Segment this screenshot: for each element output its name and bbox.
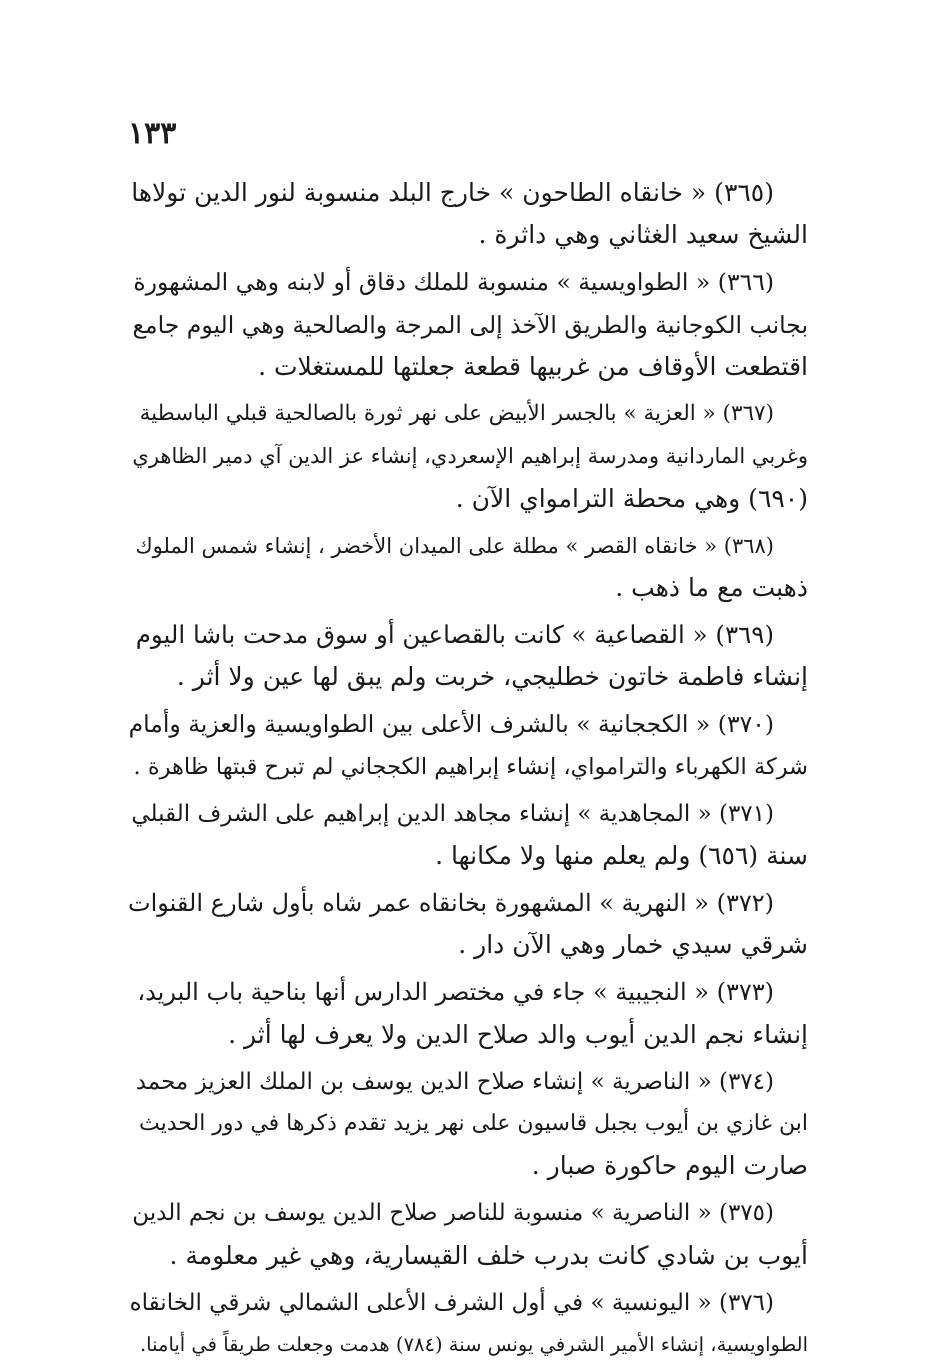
entry-line: إنشاء نجم الدين أيوب والد صلاح الدين ولا يعرف لها أثر .	[228, 1019, 808, 1049]
entry-366	[128, 261, 808, 388]
entry-line: أيوب بن شادي كانت بدرب خلف القيسارية، وهي غير معلومة .	[169, 1240, 808, 1270]
entry-372	[128, 882, 808, 967]
entry-line: الشيخ سعيد الغثاني وهي داثرة .	[478, 220, 808, 250]
entry-369	[128, 614, 808, 699]
entry-365	[128, 172, 808, 257]
entry-line: سنة (٦٥٦) ولم يعلم منها ولا مكانها .	[435, 841, 808, 871]
entry-line: (٣٧٦) « اليونسية » في أول الشرف الأعلى الشمالي شرقي الخانقاه	[129, 1289, 774, 1316]
entry-line: اقتطعت الأوقاف من غربيها قطعة جعلتها للمستغلات .	[258, 352, 808, 382]
entry-375	[128, 1192, 808, 1277]
page-body	[128, 172, 808, 1371]
page-number: ١٣٣	[128, 116, 177, 151]
entry-line: (٣٦٦) « الطواويسية » منسوبة للملك دقاق أو لابنه وهي المشهورة	[133, 268, 774, 297]
entry-line: ابن غازي بن أيوب بجبل قاسيون على نهر يزيد تقدم ذكرها في دور الحديث	[139, 1111, 808, 1137]
entry-368	[128, 525, 808, 610]
entry-line: (٦٩٠) وهي محطة الترامواي الآن .	[455, 483, 808, 513]
entry-376	[128, 1282, 808, 1367]
entry-line: إنشاء فاطمة خاتون خطليجي، خربت ولم يبق لها عين ولا أثر .	[176, 662, 808, 692]
entry-line: (٣٦٨) « خانقاه القصر » مطلة على الميدان الأخضر ، إنشاء شمس الملوك	[135, 533, 774, 558]
entry-line: (٣٦٧) « العزية » بالجسر الأبيض على نهر ثورة بالصالحية قبلي الباسطية	[139, 401, 774, 427]
entry-367	[128, 393, 808, 520]
entry-line: (٣٧٤) « الناصرية » إنشاء صلاح الدين يوسف بن الملك العزيز محمد	[135, 1068, 774, 1095]
entry-line: ذهبت مع ما ذهب .	[615, 573, 808, 603]
entry-370	[128, 703, 808, 788]
entry-line: (٣٧٢) « النهرية » المشهورة بخانقاه عمر شاه بأول شارع القنوات	[128, 889, 774, 917]
entry-line: (٣٦٩) « القصاعية » كانت بالقصاعين أو سوق مدحت باشا اليوم	[135, 620, 774, 650]
entry-374	[128, 1061, 808, 1188]
entry-371	[128, 793, 808, 878]
entry-line: (٣٧٠) « الكججانية » بالشرف الأعلى بين الطواويسية والعزية وأمام	[128, 710, 774, 739]
entry-373	[128, 971, 808, 1056]
entry-line: وغربي الماردانية ومدرسة إبراهيم الإسعردي، إنشاء عز الدين آي دمير الظاهري	[132, 444, 808, 469]
entry-line: شركة الكهرباء والترامواي، إنشاء إبراهيم الكججاني لم تبرح قبتها ظاهرة .	[133, 753, 808, 780]
entry-line: بجانب الكوجانية والطريق الآخذ إلى المرجة والصالحية وهي اليوم جامع	[132, 310, 808, 339]
entry-line: (٣٧١) « المجاهدية » إنشاء مجاهد الدين إبراهيم على الشرف القبلي	[131, 800, 774, 827]
entry-line: (٣٧٣) « النجيبية » جاء في مختصر الدارس أنها بناحية باب البريد،	[137, 978, 774, 1007]
entry-line: شرقي سيدي خمار وهي الآن دار .	[458, 930, 808, 960]
entry-line: صارت اليوم حاكورة صبار .	[531, 1151, 808, 1181]
entry-line: الطواويسية، إنشاء الأمير الشرفي يونس سنة (٧٨٤) هدمت وجعلت طريقاً في أيامنا.	[139, 1333, 808, 1357]
entry-line: (٣٦٥) « خانقاه الطاحون » خارج البلد منسوبة لنور الدين تولاها	[131, 178, 774, 207]
entry-line: (٣٧٥) « الناصرية » منسوبة للناصر صلاح الدين يوسف بن نجم الدين	[132, 1200, 774, 1227]
